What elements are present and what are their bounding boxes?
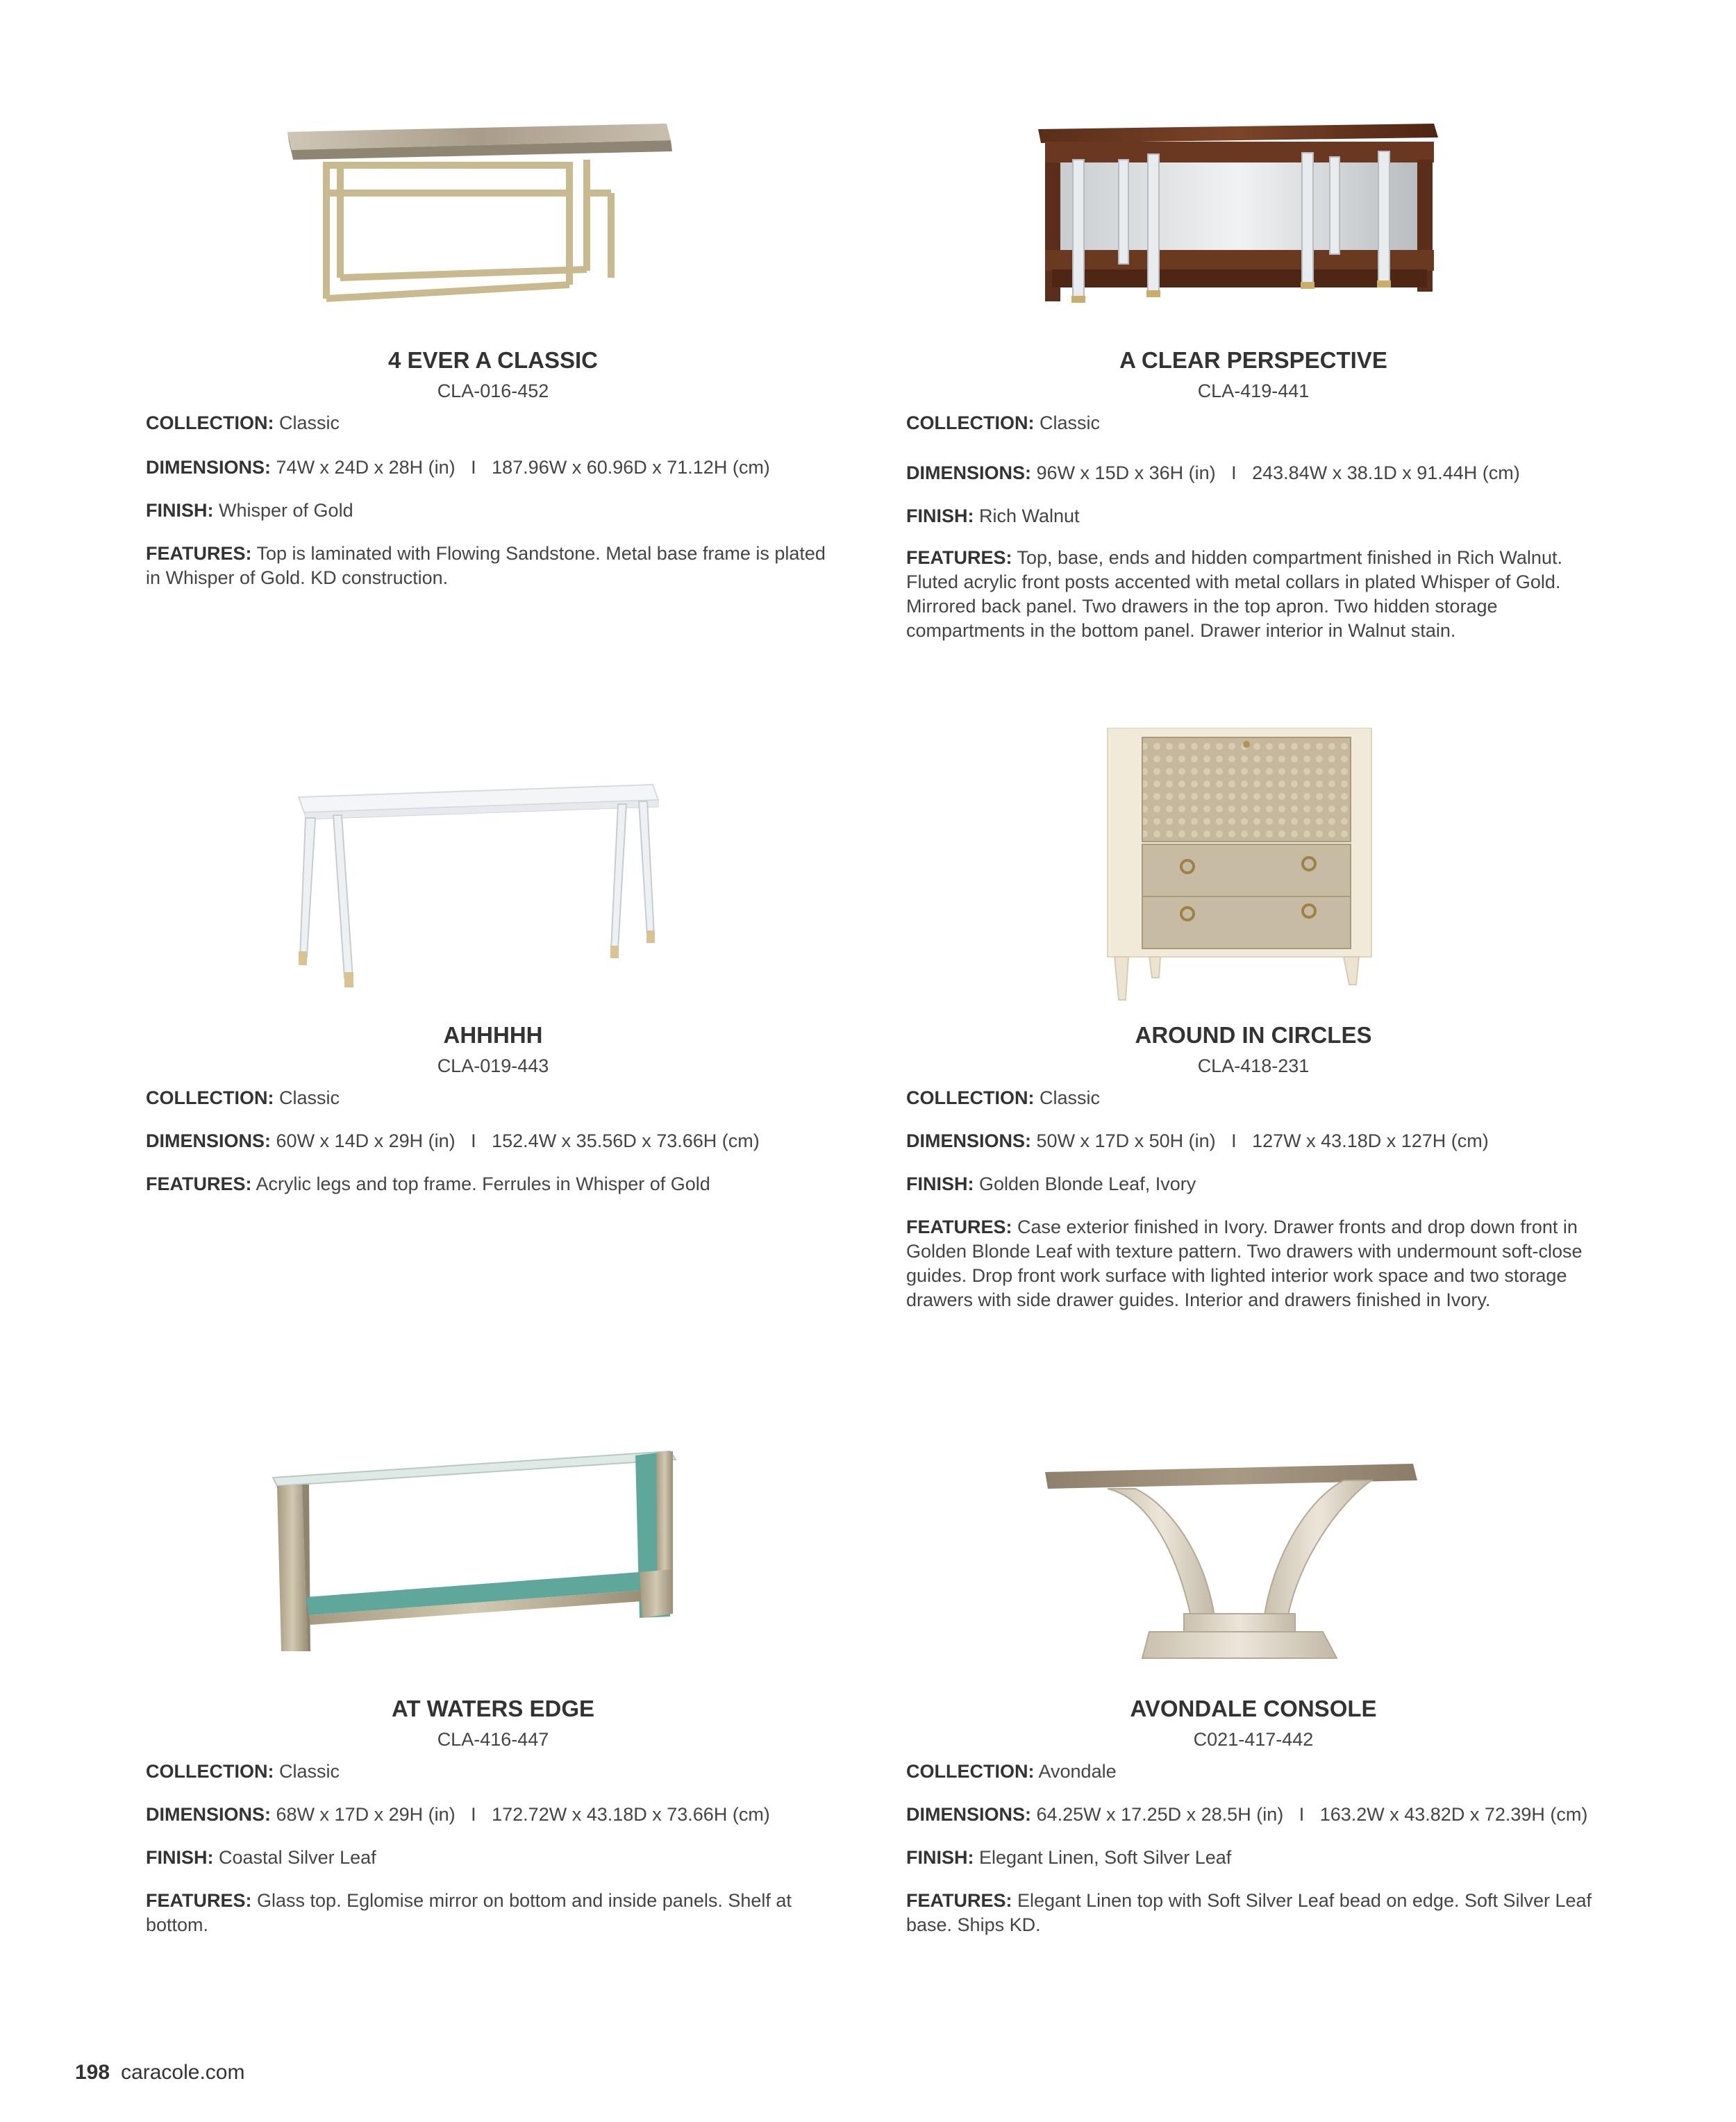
product-card-ahhhhh (146, 728, 840, 1214)
collection-label: COLLECTION: (146, 1761, 274, 1782)
page-footer (75, 2061, 244, 2085)
collection-value: Classic (279, 1761, 340, 1782)
features-row (906, 1889, 1601, 1937)
site-url[interactable]: caracole.com (121, 2061, 245, 2084)
dimensions-row (906, 461, 1601, 485)
features-label: FEATURES: (146, 543, 252, 564)
finish-label: FINISH: (906, 1847, 974, 1868)
collection-row (906, 1760, 1601, 1784)
finish-value: Whisper of Gold (219, 500, 353, 521)
collection-row (146, 1760, 840, 1784)
features-value: Acrylic legs and top frame. Ferrules in Whisper of Gold (256, 1173, 710, 1194)
finish-row (146, 1846, 840, 1870)
collection-value: Classic (1040, 1087, 1101, 1108)
finish-value: Coastal Silver Leaf (219, 1847, 376, 1868)
collection-label: COLLECTION: (906, 412, 1035, 433)
product-name: AT WATERS EDGE (391, 1696, 595, 1721)
product-image-curved-base-console (1045, 1457, 1434, 1679)
features-row (146, 542, 840, 590)
product-image-console-gold-frame (278, 111, 681, 319)
product-card-4-ever-a-classic (146, 111, 840, 611)
finish-value: Golden Blonde Leaf, Ivory (979, 1173, 1196, 1194)
page-number: 198 (75, 2061, 110, 2084)
finish-row (906, 504, 1601, 528)
dimensions-label: DIMENSIONS: (906, 1804, 1032, 1825)
collection-label: COLLECTION: (146, 1087, 274, 1108)
finish-label: FINISH: (906, 506, 974, 526)
product-name: A CLEAR PERSPECTIVE (1119, 347, 1387, 373)
product-name: AVONDALE CONSOLE (1130, 1696, 1377, 1721)
product-sku: CLA-419-441 (1197, 381, 1310, 401)
features-value: Top is laminated with Flowing Sandstone. Metal base frame is plated in Whisper of Gold. KD construction. (146, 543, 826, 588)
product-card-a-clear-perspective (906, 111, 1601, 680)
dimensions-label: DIMENSIONS: (146, 1804, 272, 1825)
product-sku: CLA-016-452 (437, 381, 549, 401)
dimensions-label: DIMENSIONS: (906, 462, 1032, 483)
product-sku: C021-417-442 (1193, 1729, 1314, 1750)
product-name: 4 EVER A CLASSIC (388, 347, 598, 373)
dimensions-label: DIMENSIONS: (906, 1130, 1032, 1151)
dimensions-row (146, 456, 840, 480)
product-sku: CLA-019-443 (437, 1055, 549, 1076)
features-label: FEATURES: (906, 1890, 1012, 1911)
dimensions-value: 60W x 14D x 29H (in) I 152.4W x 35.56D x 73.66H (cm) (276, 1130, 760, 1151)
features-label: FEATURES: (906, 1217, 1012, 1237)
features-value: Top, base, ends and hidden compartment finished in Rich Walnut. Fluted acrylic front posts accented with metal collars in plated Whisper of Gold. Mirrored back panel. Two drawers in the top apron. Two hidden storage compartments in the bottom panel. Drawer interior in Walnut stain. (906, 547, 1562, 641)
features-row (146, 1172, 840, 1196)
collection-row (906, 411, 1601, 435)
dimensions-row (146, 1803, 840, 1827)
finish-row (906, 1172, 1601, 1196)
finish-label: FINISH: (906, 1173, 974, 1194)
features-label: FEATURES: (906, 547, 1012, 568)
finish-label: FINISH: (146, 500, 214, 521)
product-card-avondale-console (906, 1415, 1601, 1971)
product-image-acrylic-console (292, 769, 667, 992)
collection-row (146, 1086, 840, 1110)
dimensions-value: 64.25W x 17.25D x 28.5H (in) I 163.2W x 43.82D x 72.39H (cm) (1036, 1804, 1588, 1825)
product-card-at-waters-edge (146, 1415, 840, 1971)
features-label: FEATURES: (146, 1890, 252, 1911)
finish-label: FINISH: (146, 1847, 214, 1868)
product-sku: CLA-418-231 (1197, 1055, 1310, 1076)
features-label: FEATURES: (146, 1173, 252, 1194)
collection-row (146, 411, 840, 435)
features-row (146, 1889, 840, 1937)
collection-value: Classic (279, 1087, 340, 1108)
product-card-around-in-circles (906, 728, 1601, 1353)
features-value: Elegant Linen top with Soft Silver Leaf bead on edge. Soft Silver Leaf base. Ships KD. (906, 1890, 1592, 1935)
dimensions-row (146, 1129, 840, 1153)
collection-value: Avondale (1038, 1761, 1117, 1782)
collection-value: Classic (279, 412, 340, 433)
dimensions-label: DIMENSIONS: (146, 1130, 272, 1151)
collection-label: COLLECTION: (906, 1087, 1035, 1108)
product-image-glass-silver-leaf-console (267, 1443, 684, 1672)
dimensions-label: DIMENSIONS: (146, 457, 272, 478)
dimensions-value: 96W x 15D x 36H (in) I 243.84W x 38.1D x 91.44H (cm) (1036, 462, 1520, 483)
dimensions-row (906, 1129, 1601, 1153)
product-name: AROUND IN CIRCLES (1135, 1022, 1372, 1048)
dimensions-value: 74W x 24D x 28H (in) I 187.96W x 60.96D x 71.12H (cm) (276, 457, 770, 478)
collection-value: Classic (1040, 412, 1101, 433)
finish-row (146, 499, 840, 523)
product-sku: CLA-416-447 (437, 1729, 549, 1750)
finish-value: Rich Walnut (979, 506, 1080, 526)
features-row (906, 1215, 1601, 1312)
collection-label: COLLECTION: (146, 412, 274, 433)
features-value: Glass top. Eglomise mirror on bottom and inside panels. Shelf at bottom. (146, 1890, 792, 1935)
collection-row (906, 1086, 1601, 1110)
finish-row (906, 1846, 1601, 1870)
collection-label: COLLECTION: (906, 1761, 1035, 1782)
dimensions-row (906, 1803, 1601, 1827)
dimensions-value: 50W x 17D x 50H (in) I 127W x 43.18D x 127H (cm) (1036, 1130, 1489, 1151)
product-image-walnut-mirrored-console (1031, 111, 1441, 319)
features-value: Case exterior finished in Ivory. Drawer fronts and drop down front in Golden Blonde Leaf with texture pattern. Two drawers with undermount soft-close guides. Drop front work surface with lighted interior work space and two storage drawers with side drawer guides. Interior and drawers finished in Ivory. (906, 1217, 1583, 1310)
features-row (906, 546, 1601, 643)
product-name: AHHHHH (443, 1022, 543, 1048)
dimensions-value: 68W x 17D x 29H (in) I 172.72W x 43.18D x 73.66H (cm) (276, 1804, 770, 1825)
finish-value: Elegant Linen, Soft Silver Leaf (979, 1847, 1232, 1868)
product-image-ivory-secretary-chest (1101, 728, 1378, 1005)
